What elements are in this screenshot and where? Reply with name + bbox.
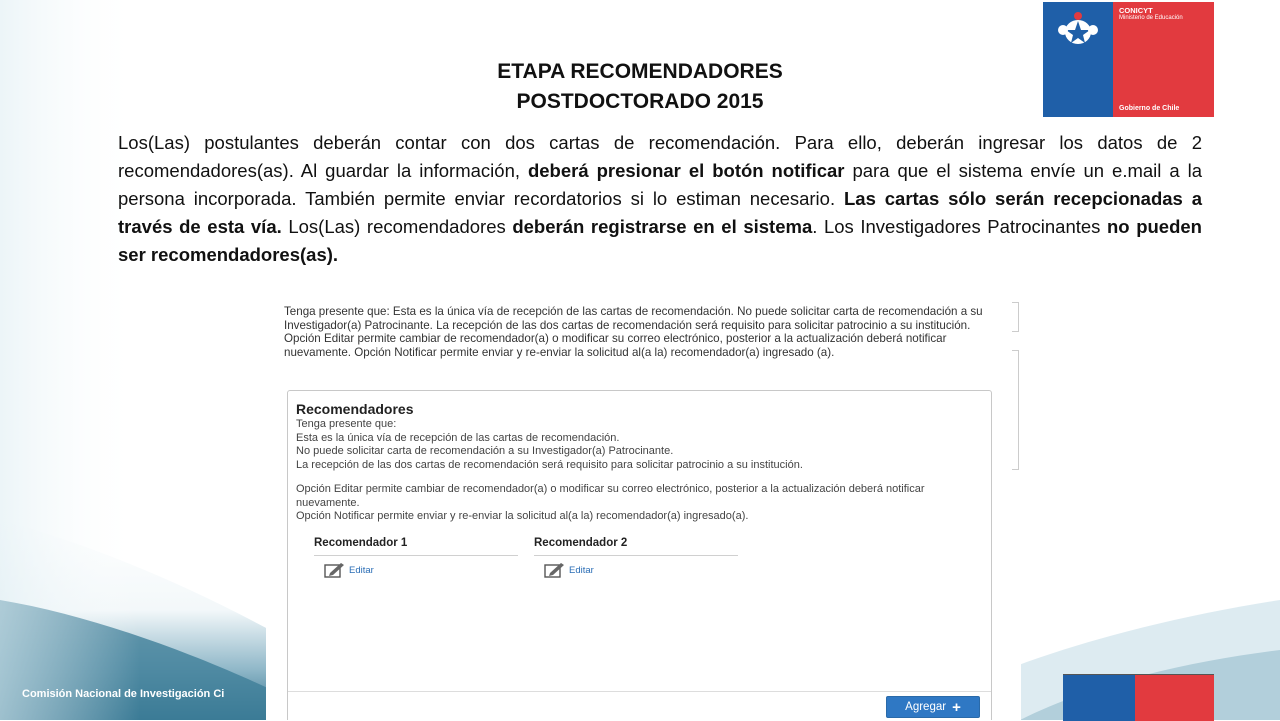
recommender-2-edit-button[interactable] — [544, 562, 738, 578]
intro-text-1: Los(Las) postulantes deberán contar con dos cartas de recomendación. Para ello, deberán ingresar los datos de 2 recomendadores(as). Al guardar la información, — [118, 132, 1202, 181]
intro-text-3: Los(Las) recomendadores — [281, 216, 513, 237]
desc-line: No puede solicitar carta de recomendación a su Investigador(a) Patrocinante. — [296, 445, 674, 457]
intro-bold-4: no pueden ser recomendadores(as). — [118, 216, 1202, 265]
add-recommender-button[interactable] — [886, 696, 980, 718]
footer-org-text: Comisión Nacional de Investigación Ci — [22, 688, 225, 700]
intro-bold-3: deberán registrarse en el sistema — [512, 216, 813, 237]
recommender-2 — [534, 537, 738, 578]
slide-subtitle: POSTDOCTORADO 2015 — [516, 90, 764, 113]
add-button-label: Agregar — [905, 701, 947, 713]
desc-line: Esta es la única vía de recepción de las cartas de recomendación. — [296, 431, 620, 444]
desc-line: Tenga presente que: — [296, 418, 397, 430]
recommender-1-label: Recomendador 1 — [314, 537, 518, 556]
intro-text-4: . Los Investigadores Patrocinantes — [812, 216, 1107, 237]
desc-line: Opción Editar permite cambiar de recomendador(a) o modificar su correo electrónico, posterior a la actualización deberá notificar nuevamente. — [296, 483, 925, 509]
edit-icon — [544, 562, 566, 578]
recommender-1 — [314, 537, 518, 578]
panel-footer-divider — [288, 691, 991, 692]
edit-label: Editar — [569, 564, 594, 576]
plus-icon: + — [952, 698, 961, 716]
gov-flag-bar — [1063, 674, 1214, 721]
intro-bold-2: Las cartas sólo serán recepcionadas a través de esta vía. — [118, 188, 1203, 237]
side-panel-edge — [1012, 350, 1019, 470]
recommender-2-label: Recomendador 2 — [534, 537, 738, 556]
chile-crest-icon — [1053, 8, 1103, 52]
government-label: Gobierno de Chile — [1119, 105, 1180, 112]
embedded-screenshot — [266, 302, 1021, 720]
intro-bold-1: deberá presionar el botón notificar — [527, 160, 845, 181]
edit-icon — [324, 562, 346, 578]
slide-title: ETAPA RECOMENDADORES — [497, 60, 783, 83]
recommender-1-edit-button[interactable] — [324, 562, 518, 578]
notice-text: Tenga presente que: Esta es la única vía de recepción de las cartas de recomendación. No puede solicitar carta de recomendación a su Investigador(a) Patrocinante. La recepción de las dos cartas de recomendación será requisito para solicitar patrocinio a su institución. Opción Editar permite cambiar de recomendador(a) o modificar su correo electrónico, posterior a la actualización deberá notificar nuevamente. Opción Notificar permite enviar y re-enviar la solicitud al(a la) recomendador(a) ingresado (a). — [284, 305, 983, 359]
desc-line: La recepción de las dos cartas de recomendación será requisito para solicitar patrocinio a su institución. — [296, 458, 803, 471]
intro-paragraph — [118, 129, 1202, 269]
desc-line: Opción Notificar permite enviar y re-enviar la solicitud al(a la) recomendador(a) ingresado(a). — [296, 510, 749, 522]
conicyt-logo — [1043, 2, 1214, 117]
ministry-name: Ministerio de Educación — [1119, 15, 1183, 21]
recommenders-panel — [287, 390, 992, 720]
panel-title: Recomendadores — [296, 401, 414, 417]
org-name: CONICYT — [1119, 6, 1153, 15]
edit-label: Editar — [349, 564, 374, 576]
side-panel-edge — [1012, 302, 1019, 332]
panel-description — [296, 418, 976, 524]
intro-text-2: para que el sistema envíe un e.mail a la persona incorporada. También permite enviar recordatorios si lo estiman necesario. — [118, 160, 1202, 209]
